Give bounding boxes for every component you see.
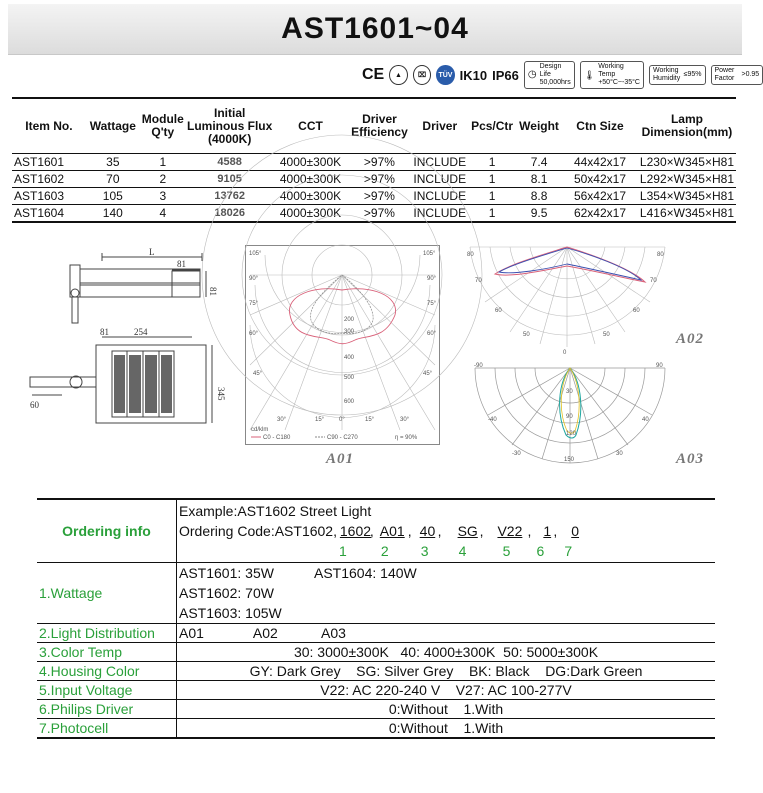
cell-pcs: 1 [468, 205, 516, 223]
svg-text:75°: 75° [249, 301, 259, 307]
dim-l-label: L [149, 247, 155, 257]
photocell-label: 7.Photocell [37, 719, 177, 739]
table-row [12, 171, 736, 188]
col-ctn-size: Ctn Size [562, 98, 638, 154]
ordering-info-text: Ordering info [62, 523, 151, 539]
svg-text:50: 50 [523, 332, 530, 338]
tuv-mark-icon: TÜV [436, 65, 454, 85]
housing-color-value: GY: Dark Grey SG: Silver Grey BK: Black DG:Dark Green [177, 662, 716, 681]
working-temp-value: +50°C~-35°C [598, 79, 640, 86]
cell-ctn: 62x42x17 [562, 205, 638, 223]
cell-item: AST1601 [12, 154, 86, 171]
clock-icon: ◷ [527, 69, 537, 80]
cell-pcs: 1 [468, 188, 516, 205]
col-item-no: Item No. [12, 98, 86, 154]
rohs-mark-icon: ▲ [389, 65, 408, 85]
code-number-2: 2 [380, 543, 389, 559]
housing-color-label: 4.Housing Color [37, 662, 177, 681]
photocell-row [37, 719, 715, 739]
a01-label: A01 [326, 451, 355, 467]
svg-text:90: 90 [566, 414, 573, 420]
table-row [12, 154, 736, 171]
svg-text:400: 400 [344, 355, 355, 361]
cell-cct: 4000±300K [274, 154, 348, 171]
wattage-ast1604: AST1604: 140W [314, 565, 417, 581]
housing-color-row [37, 662, 715, 681]
cell-dimension: L292×W345×H81 [639, 171, 734, 186]
ordering-code-line: Ordering Code:AST1602, 1602, A01 , 40 , SG , V22 , 1 , 0 [179, 521, 713, 541]
a03-label: A03 [676, 451, 705, 467]
cell-driver: INCLUDE [413, 188, 467, 203]
wattage-ast1601: AST1601: 35W [179, 565, 274, 581]
svg-text:150: 150 [564, 457, 575, 463]
color-temp-row [37, 643, 715, 662]
svg-text:60: 60 [633, 308, 640, 314]
photocell-value: 0:Without 1.With [177, 719, 716, 739]
a02-curve-blue [499, 248, 641, 280]
svg-text:60: 60 [495, 308, 502, 314]
cell-flux: 9105 [186, 171, 274, 188]
input-voltage-value: V22: AC 220-240 V V27: AC 100-277V [177, 681, 716, 700]
cell-wattage: 35 [86, 154, 140, 171]
certification-bar [362, 64, 763, 86]
cell-module: 1 [140, 154, 186, 171]
svg-text:500: 500 [344, 375, 355, 381]
svg-text:50: 50 [603, 332, 610, 338]
title-banner [8, 4, 742, 55]
cell-wattage: 140 [86, 205, 140, 223]
svg-text:90°: 90° [427, 276, 437, 282]
cell-efficiency: >97% [347, 205, 411, 223]
dim-60-label: 60 [30, 400, 39, 410]
light-option-a03: A03 [321, 625, 346, 641]
code-number-6: 6 [536, 543, 545, 559]
ik10-rating: IK10 [459, 67, 488, 83]
a01-eta: η = 90% [395, 435, 418, 441]
cell-weight: 8.8 [516, 188, 562, 205]
col-cct: CCT [274, 98, 348, 154]
dim-81-side-label: 81 [208, 287, 218, 296]
svg-text:70: 70 [475, 278, 482, 284]
code-number-5: 5 [502, 543, 511, 559]
code-part-1: 1602 [339, 523, 372, 539]
cell-wattage: 70 [86, 171, 140, 188]
code-part-2: A01 [379, 523, 405, 539]
col-luminous-flux: Initial Luminous Flux (4000K) [186, 98, 274, 154]
wattage-ast1602: AST1602: 70W [179, 585, 274, 601]
svg-text:300: 300 [344, 329, 355, 335]
dim-345-label: 345 [216, 387, 226, 401]
dim-254-label: 254 [134, 327, 148, 337]
cell-efficiency: >97% [347, 154, 411, 171]
cell-pcs: 1 [468, 154, 516, 171]
svg-text:60°: 60° [249, 331, 259, 337]
svg-text:-90: -90 [474, 363, 483, 369]
wattage-values [177, 563, 716, 624]
cell-ctn: 50x42x17 [562, 171, 638, 188]
svg-text:120: 120 [566, 431, 577, 437]
svg-text:30°: 30° [277, 417, 287, 423]
svg-text:75°: 75° [427, 301, 437, 307]
code-number-7: 7 [564, 543, 573, 559]
table-row [12, 205, 736, 223]
code-part-3: 40 [419, 523, 436, 539]
a01-polar-diagram [245, 245, 440, 445]
a01-legend-unit: cd/klm [251, 427, 269, 433]
svg-text:30: 30 [566, 389, 573, 395]
light-option-a02: A02 [252, 625, 278, 641]
cell-wattage: 105 [86, 188, 140, 205]
cell-efficiency: >97% [347, 171, 411, 188]
code-number-1: 1 [339, 543, 347, 559]
a02-polar-diagram [465, 242, 670, 357]
power-factor-badge [711, 65, 763, 85]
svg-text:80: 80 [657, 252, 664, 258]
light-distribution-label: 2.Light Distribution [37, 624, 177, 643]
light-option-a01: A01 [179, 625, 204, 641]
color-temp-label: 3.Color Temp [37, 643, 177, 662]
cell-cct: 4000±300K [274, 205, 348, 223]
a03-polar-diagram [470, 363, 670, 463]
working-temp-badge [580, 61, 644, 89]
svg-text:105°: 105° [423, 251, 436, 257]
philips-driver-value: 0:Without 1.With [177, 700, 716, 719]
code-part-5: V22 [497, 523, 523, 539]
ordering-example: Example:AST1602 Street Light [179, 503, 372, 519]
a01-legend-c90: C90 - C270 [327, 435, 358, 441]
ordering-code-row [37, 499, 715, 563]
col-wattage: Wattage [86, 98, 140, 154]
dim-81-front-label: 81 [100, 327, 109, 337]
cell-driver: INCLUDE [413, 171, 467, 186]
svg-text:30: 30 [616, 451, 623, 457]
cell-ctn: 56x42x17 [562, 188, 638, 205]
light-distribution-values [177, 624, 716, 643]
svg-text:40: 40 [642, 417, 649, 423]
dimension-drawing [22, 245, 227, 425]
color-temp-value: 30: 3000±300K 40: 4000±300K 50: 5000±300K [177, 643, 716, 662]
power-factor-label: Power Factor [714, 67, 735, 82]
a02-label: A02 [676, 331, 705, 347]
weee-bin-icon: ⌧ [413, 65, 432, 85]
cell-weight: 8.1 [516, 171, 562, 188]
cell-cct: 4000±300K [274, 171, 348, 188]
cell-pcs: 1 [468, 171, 516, 188]
svg-text:15°: 15° [315, 417, 325, 423]
svg-text:-40: -40 [488, 417, 497, 423]
page-title: AST1601~04 [281, 12, 469, 45]
ordering-info-label [37, 499, 177, 563]
table-row [12, 188, 736, 205]
input-voltage-label: 5.Input Voltage [37, 681, 177, 700]
dim-81-top-label: 81 [177, 259, 186, 269]
humidity-label: Working Humidity [653, 67, 681, 82]
cell-weight: 7.4 [516, 154, 562, 171]
cell-ctn: 44x42x17 [562, 154, 638, 171]
col-driver: Driver [411, 98, 468, 154]
svg-text:0°: 0° [339, 417, 345, 423]
design-life-badge [524, 61, 575, 89]
ip66-rating: IP66 [492, 67, 519, 83]
code-part-7: 0 [571, 523, 580, 539]
cell-driver: INCLUDE [413, 154, 467, 169]
cell-flux: 13762 [186, 188, 274, 205]
wattage-ast1603: AST1603: 105W [179, 605, 282, 621]
power-factor-value: >0.95 [741, 71, 760, 78]
cell-flux: 4588 [186, 154, 274, 171]
thermometer-icon: 🌡 [583, 70, 596, 80]
svg-text:60°: 60° [427, 331, 437, 337]
svg-text:15°: 15° [365, 417, 375, 423]
cell-dimension: L354×W345×H81 [639, 188, 734, 203]
code-number-3: 3 [420, 543, 429, 559]
spec-table [12, 97, 736, 223]
design-life-value: 50,000hrs [539, 79, 571, 86]
ce-mark-icon: CE [362, 66, 385, 83]
code-number-4: 4 [458, 543, 467, 559]
cell-item: AST1604 [12, 205, 86, 223]
humidity-value: ≤95% [683, 71, 702, 78]
col-lamp-dimension: Lamp Dimension(mm) [638, 98, 736, 154]
code-part-6: 1 [543, 523, 552, 539]
ordering-code-numbers [179, 541, 713, 561]
cell-dimension: L230×W345×H81 [639, 154, 734, 169]
svg-text:105°: 105° [249, 251, 262, 257]
ordering-info-table [37, 498, 715, 739]
spec-header-row [12, 98, 736, 154]
svg-text:-30: -30 [512, 451, 521, 457]
wattage-label: 1.Wattage [37, 563, 177, 624]
svg-text:80: 80 [467, 252, 474, 258]
design-life-label: Design Life [539, 63, 562, 78]
cell-module: 4 [140, 205, 186, 223]
cell-item: AST1603 [12, 188, 86, 205]
col-weight: Weight [516, 98, 562, 154]
svg-text:45°: 45° [423, 371, 433, 377]
svg-text:45°: 45° [253, 371, 263, 377]
philips-driver-label: 6.Philips Driver [37, 700, 177, 719]
working-temp-label: Working Temp [598, 63, 624, 78]
svg-text:600: 600 [344, 399, 355, 405]
a01-legend-c0: C0 - C180 [263, 435, 291, 441]
svg-text:200: 200 [344, 317, 355, 323]
cell-cct: 4000±300K [274, 188, 348, 205]
cell-module: 2 [140, 171, 186, 188]
cell-module: 3 [140, 188, 186, 205]
ordering-code-cell [177, 499, 716, 563]
input-voltage-row [37, 681, 715, 700]
svg-text:70: 70 [650, 278, 657, 284]
philips-driver-row [37, 700, 715, 719]
wattage-row [37, 563, 715, 624]
cell-driver: INCLUDE [411, 205, 468, 223]
cell-efficiency: >97% [347, 188, 411, 205]
ordering-code-prefix: Ordering Code:AST1602, [179, 523, 337, 539]
col-driver-efficiency: Driver Efficiency [347, 98, 411, 154]
svg-text:30°: 30° [400, 417, 410, 423]
cell-weight: 9.5 [516, 205, 562, 223]
svg-text:90°: 90° [249, 276, 259, 282]
code-part-4: SG [457, 523, 478, 539]
cell-flux: 18026 [186, 205, 274, 223]
col-pcs-ctr: Pcs/Ctr [468, 98, 516, 154]
cell-item: AST1602 [12, 171, 86, 188]
col-module-qty: Module Q'ty [140, 98, 186, 154]
svg-text:90: 90 [656, 363, 663, 369]
svg-text:0: 0 [563, 350, 567, 356]
cell-dimension: L416×W345×H81 [638, 205, 736, 223]
humidity-badge [649, 65, 706, 85]
light-distribution-row [37, 624, 715, 643]
